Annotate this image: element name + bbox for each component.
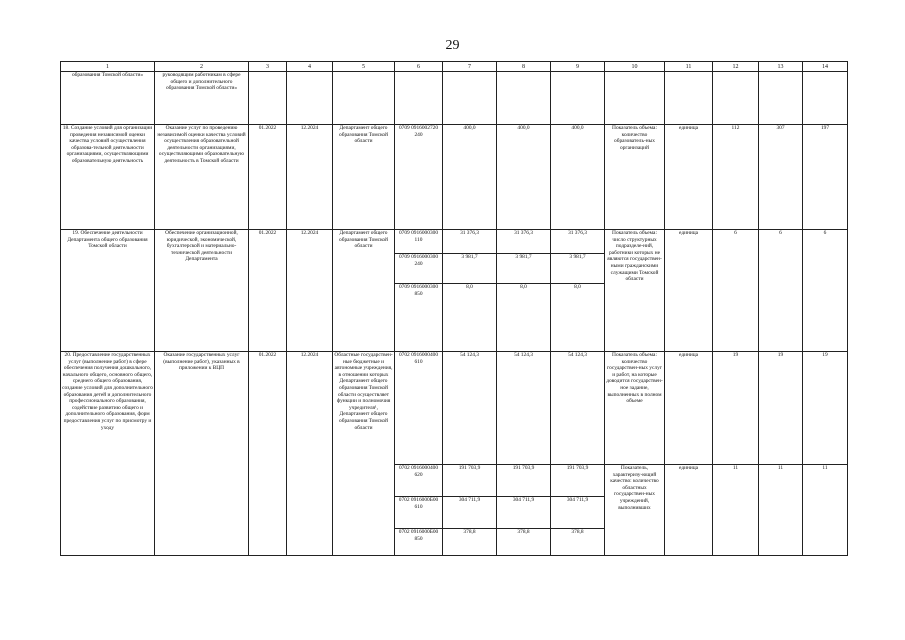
table-cell: [443, 72, 497, 125]
header-row: [61, 62, 848, 72]
amount: 400,0: [551, 125, 605, 230]
event-content: Обеспечение организационной, юридической, экономической, бухгалтерской и материально-технической деятельности Департамента: [155, 230, 249, 352]
indicator-value: 19: [759, 352, 803, 465]
col-header: 11: [665, 62, 713, 72]
event-name: 20. Предоставление государственных услуг (выполнение работ) в сфере обеспечения получения дошкольного, начального общего, основного общего, среднего общего образования, создание условий для дополнительного образования детей и дополнительного профессионального образования, содействие развитию общего и дополнительного образования, форм предоставления услуг по присмотру и уходу: [61, 352, 155, 556]
amount: 31 376,3: [443, 230, 497, 254]
table-row: [61, 72, 848, 125]
amount: 191 703,9: [443, 465, 497, 497]
budget-code: 0702 0916000400 610: [395, 352, 443, 465]
table-cell: [333, 72, 395, 125]
col-header: 1: [61, 62, 155, 72]
budget-code: 0709 0916002720 240: [395, 125, 443, 230]
amount: 54 124,3: [551, 352, 605, 465]
table-row: [61, 125, 848, 230]
amount: 54 124,3: [443, 352, 497, 465]
start-date: 01.2022: [249, 125, 287, 230]
budget-code: 0702 0916000Б00 850: [395, 529, 443, 556]
amount: 3 981,7: [551, 254, 605, 284]
amount: 31 376,3: [497, 230, 551, 254]
indicator-value: 307: [759, 125, 803, 230]
executor: Департамент общего образования Томской области: [333, 230, 395, 352]
indicator-value: 6: [713, 230, 759, 352]
unit: единица: [665, 230, 713, 352]
col-header: 10: [605, 62, 665, 72]
end-date: 12.2024: [287, 352, 333, 556]
amount: 191 703,9: [497, 465, 551, 497]
executor: Областные государствен-ные бюджетные и автономные учреждения, в отношении которых Департамент общего образования Томской области осуществляет функции и полномочия учредителя¹, Департамент общего образования Томской области: [333, 352, 395, 556]
indicator-value: 6: [759, 230, 803, 352]
col-header: 7: [443, 62, 497, 72]
table-cell: [713, 72, 759, 125]
col-header: 8: [497, 62, 551, 72]
amount: 400,0: [497, 125, 551, 230]
indicator-value: 112: [713, 125, 759, 230]
amount: 378,8: [443, 529, 497, 556]
table-cell: [287, 72, 333, 125]
budget-code: 0702 0916000Б00 610: [395, 497, 443, 529]
table-row: [61, 352, 848, 465]
col-header: 4: [287, 62, 333, 72]
amount: 304 711,9: [551, 497, 605, 529]
amount: 378,8: [551, 529, 605, 556]
table-row: [61, 230, 848, 254]
amount: 54 124,3: [497, 352, 551, 465]
indicator: Показатель объема: количество государствен-ных услуг и работ, на которые доводится государствен-ное задание, выполненных в полном объеме: [605, 352, 665, 465]
amount: 3 981,7: [443, 254, 497, 284]
col-header: 14: [803, 62, 848, 72]
page-number: 29: [445, 38, 460, 53]
table-cell: [605, 72, 665, 125]
indicator-value: 11: [803, 465, 848, 556]
col-header: 3: [249, 62, 287, 72]
indicator-value: 11: [713, 465, 759, 556]
table-cell: [759, 72, 803, 125]
amount: 304 711,9: [497, 497, 551, 529]
table-cell: [497, 72, 551, 125]
col-header: 13: [759, 62, 803, 72]
col-header: 12: [713, 62, 759, 72]
indicator: Показатель объема: число структурных подразделе-ний, работники которых не являются государствен-ными гражданскими служащими Томской области: [605, 230, 665, 352]
amount: 3 981,7: [497, 254, 551, 284]
amount: 8,0: [551, 284, 605, 352]
col-header: 6: [395, 62, 443, 72]
col-header: 9: [551, 62, 605, 72]
event-name: 18. Создание условий для организации проведения независимой оценки качества условий осуществления образова-тельной деятельности организациями, осуществляющими образовательную деятельность: [61, 125, 155, 230]
table-cell: [665, 72, 713, 125]
table-cell: [551, 72, 605, 125]
table-cell: руководящим работникам в сфере общего и дополнительного образования Томской области»: [155, 72, 249, 125]
amount: 304 711,9: [443, 497, 497, 529]
end-date: 12.2024: [287, 230, 333, 352]
amount: 191 703,9: [551, 465, 605, 497]
table-cell: образования Томской области»: [61, 72, 155, 125]
table-cell: [249, 72, 287, 125]
budget-code: 0709 0916000300 110: [395, 230, 443, 254]
amount: 31 376,3: [551, 230, 605, 254]
budget-code: 0709 0916000300 240: [395, 254, 443, 284]
indicator-value: 6: [803, 230, 848, 352]
indicator-value: 19: [803, 352, 848, 465]
event-content: Оказание услуг по проведению независимой оценки качества условий осуществления образовательной деятельности организациями, осуществляющими образовательную деятельность в Томской области: [155, 125, 249, 230]
amount: 378,8: [497, 529, 551, 556]
event-name: 19. Обеспечение деятельности Департамента общего образования Томской области: [61, 230, 155, 352]
unit: единица: [665, 125, 713, 230]
end-date: 12.2024: [287, 125, 333, 230]
indicator: Показатель объема: количество образователь-ных организаций: [605, 125, 665, 230]
amount: 8,0: [443, 284, 497, 352]
event-content: Оказание государственных услуг (выполнение работ), указанных в приложении к ВЦП: [155, 352, 249, 556]
amount: 400,0: [443, 125, 497, 230]
indicator-value: 11: [759, 465, 803, 556]
unit: единица: [665, 465, 713, 556]
table-cell: [803, 72, 848, 125]
col-header: 5: [333, 62, 395, 72]
start-date: 01.2022: [249, 230, 287, 352]
indicator-value: 197: [803, 125, 848, 230]
start-date: 01.2022: [249, 352, 287, 556]
table-cell: [395, 72, 443, 125]
col-header: 2: [155, 62, 249, 72]
program-table: [60, 61, 848, 556]
executor: Департамент общего образования Томской области: [333, 125, 395, 230]
budget-code: 0702 0916000400 620: [395, 465, 443, 497]
indicator: Показатель, характеризу-ющий качество: количество областных государствен-ных учреждений, выполнивших: [605, 465, 665, 556]
amount: 8,0: [497, 284, 551, 352]
budget-code: 0709 0916000300 850: [395, 284, 443, 352]
unit: единица: [665, 352, 713, 465]
indicator-value: 19: [713, 352, 759, 465]
